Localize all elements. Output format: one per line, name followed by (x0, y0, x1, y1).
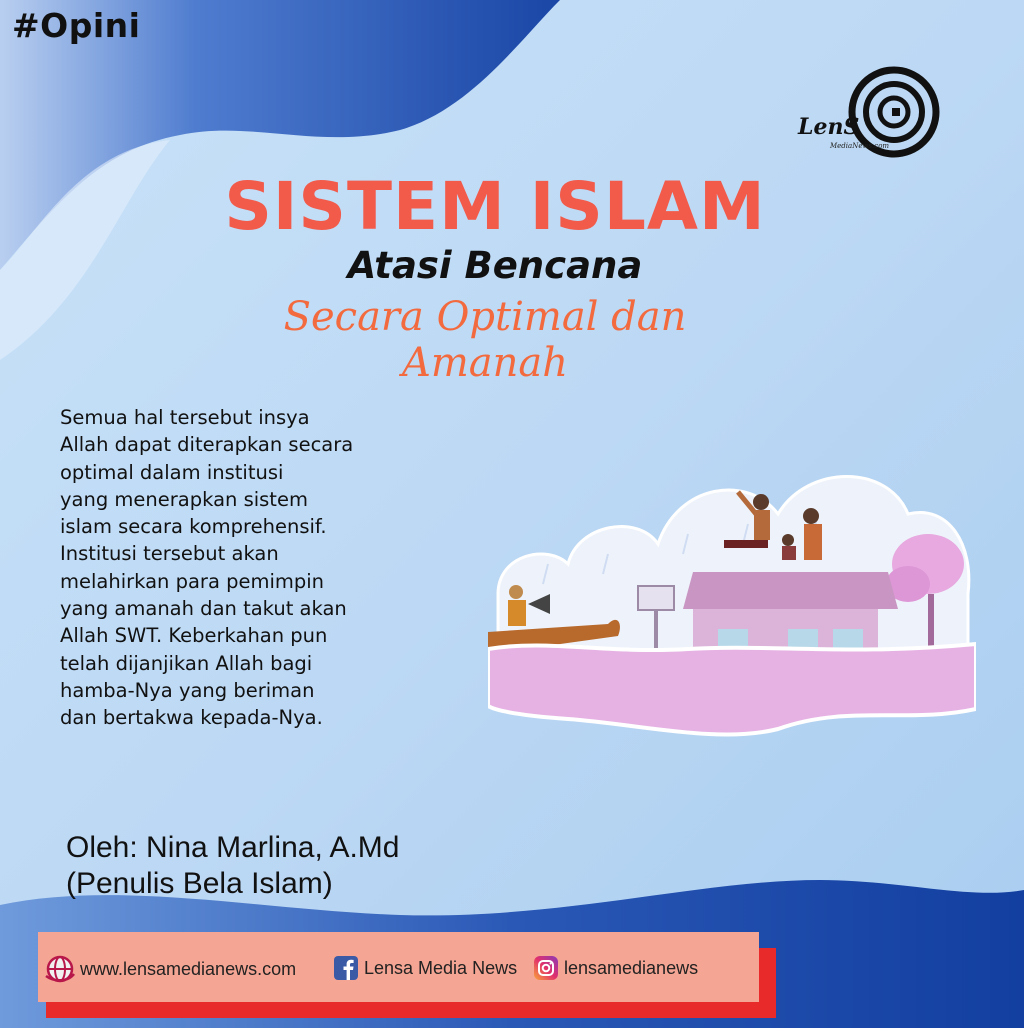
footer-website[interactable] (44, 954, 296, 984)
footer-instagram[interactable] (534, 956, 698, 980)
excerpt-line: Allah SWT. Keberkahan pun (60, 624, 328, 648)
headline-sub: Atasi Bencana (347, 244, 643, 287)
excerpt-line: Allah dapat diterapkan secara (60, 433, 354, 457)
excerpt-line: yang menerapkan sistem (60, 487, 308, 511)
author-role: (Penulis Bela Islam) (66, 867, 333, 900)
headline-script-line1: Secara Optimal dan (283, 294, 687, 340)
excerpt-line: optimal dalam institusi (60, 460, 284, 484)
logo-subtext: MediaNews.com (830, 142, 890, 150)
logo-wordmark: LenS (798, 114, 860, 140)
excerpt-line: yang amanah dan takut akan (60, 597, 347, 621)
excerpt-line: Institusi tersebut akan (60, 542, 279, 566)
facebook-icon (334, 956, 358, 980)
author-name: Oleh: Nina Marlina, A.Md (66, 831, 400, 864)
instagram-icon (534, 956, 558, 980)
excerpt-line: melahirkan para pemimpin (60, 569, 325, 593)
excerpt-line: Semua hal tersebut insya (60, 406, 310, 429)
excerpt-line: telah dijanjikan Allah bagi (60, 651, 313, 675)
excerpt-line: hamba-Nya yang beriman (60, 678, 315, 702)
article-excerpt (60, 404, 400, 732)
headline-script-line2: Amanah (401, 340, 569, 386)
facebook-text: Lensa Media News (364, 957, 518, 978)
author-block (66, 830, 399, 902)
hashtag-label: #Opini (12, 6, 141, 45)
excerpt-line: dan bertakwa kepada-Nya. (60, 706, 323, 730)
footer-facebook[interactable] (334, 956, 517, 980)
flood-illustration (488, 444, 976, 744)
globe-icon (44, 954, 76, 984)
headline-main: SISTEM ISLAM (224, 168, 766, 245)
website-text: www.lensamedianews.com (80, 958, 297, 979)
footer-bar (38, 932, 759, 1002)
instagram-text: lensamedianews (564, 957, 699, 978)
excerpt-line: islam secara komprehensif. (60, 515, 327, 539)
